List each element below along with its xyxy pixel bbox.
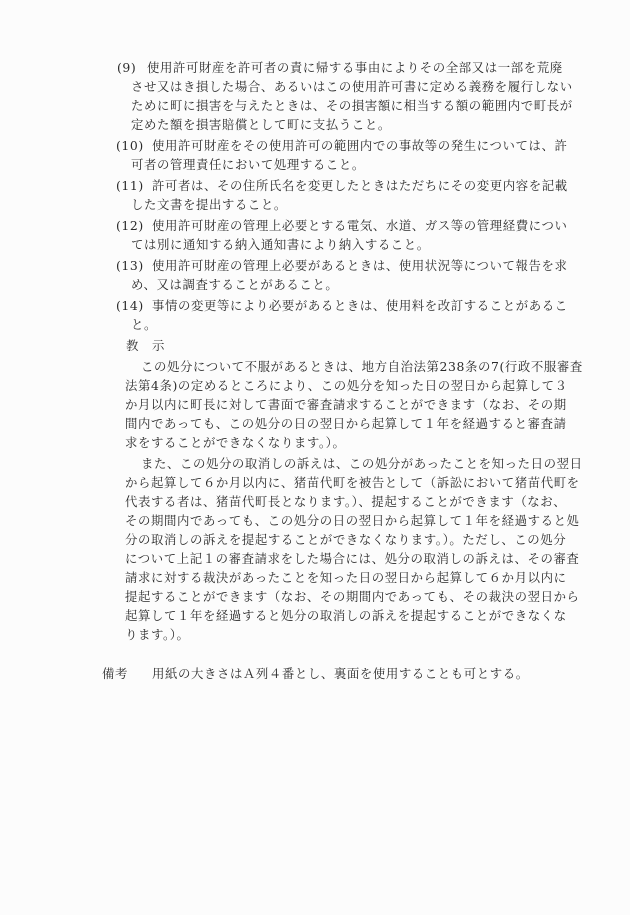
item-number: (14)	[116, 298, 144, 313]
notice-line: について上記１の審査請求をした場合には、処分の取消しの訴えは、その審査	[125, 551, 580, 566]
notice-line: 求をすることができなくなります。）。	[125, 435, 346, 450]
remarks-label: 備考	[102, 666, 128, 681]
notice-line: 起算して１年を経過すると処分の取消しの訴えを提起することができなくな	[125, 608, 567, 623]
item-number: (12)	[116, 218, 144, 233]
item-number: (9)	[117, 60, 137, 75]
item-text-line: 使用許可財産をその使用許可の範囲内での事故等の発生については、許	[152, 138, 568, 153]
notice-line: ります。）。	[125, 627, 190, 642]
notice-line: また、この処分の取消しの訴えは、この処分があったことを知った日の翌日	[141, 456, 583, 471]
item-text-line: 使用許可財産の管理上必要があるときは、使用状況等について報告を求	[152, 258, 568, 273]
notice-line: 分の取消しの訴えを提起することができなくなります。）。ただし、この処分	[125, 532, 567, 547]
notice-line: 提起することができます（なお、その期間内であっても、その裁決の翌日から	[125, 589, 580, 604]
item-number: (10)	[116, 138, 144, 153]
notice-line: 請求に対する裁決があったことを知った日の翌日から起算して６か月以内に	[125, 570, 567, 585]
notice-heading: 教 示	[126, 338, 165, 353]
notice-line: か月以内に町長に対して書面で審査請求することができます（なお、その期	[125, 397, 567, 412]
notice-line: この処分について不服があるときは、地方自治法第238条の7(行政不服審査	[141, 359, 583, 374]
item-text-line: させ又はき損した場合、あるいはこの使用許可書に定める義務を履行しない	[131, 79, 573, 94]
item-number: (11)	[116, 178, 144, 193]
item-text-line: と。	[131, 317, 157, 332]
item-text-line: 可者の管理責任において処理すること。	[131, 157, 365, 172]
notice-line: から起算して６か月以内に、猪苗代町を被告として（訴訟において猪苗代町を	[125, 475, 580, 490]
notice-line: 代表する者は、猪苗代町長となります。）、提起することができます（なお、	[125, 494, 567, 509]
remarks-text: 用紙の大きさはＡ列４番とし、裏面を使用することも可とする。	[152, 666, 529, 681]
item-text-line: 定めた額を損害賠償として町に支払うこと。	[131, 117, 391, 132]
item-number: (13)	[116, 258, 144, 273]
item-text-line: 使用許可財産の管理上必要とする電気、水道、ガス等の管理経費につい	[152, 218, 568, 233]
item-text-line: ために町に損害を与えたときは、その損害額に相当する額の範囲内で町長が	[131, 98, 573, 113]
notice-line: 法第4条)の定めるところにより、この処分を知った日の翌日から起算して３	[125, 378, 568, 393]
item-text-line: した文書を提出すること。	[131, 197, 287, 212]
item-text-line: ては別に通知する納入通知書により納入すること。	[131, 237, 430, 252]
notice-line: 間内であっても、この処分の日の翌日から起算して１年を経過すると審査請	[125, 416, 567, 431]
item-text-line: め、又は調査することがあること。	[131, 277, 339, 292]
item-text-line: 許可者は、その住所氏名を変更したときはただちにその変更内容を記載	[152, 178, 568, 193]
item-text-line: 使用許可財産を許可者の責に帰する事由によりその全部又は一部を荒廃	[147, 60, 563, 75]
notice-line: その期間内であっても、この処分の日の翌日から起算して１年を経過すると処	[125, 513, 580, 528]
item-text-line: 事情の変更等により必要があるときは、使用料を改訂することがあるこ	[152, 298, 568, 313]
